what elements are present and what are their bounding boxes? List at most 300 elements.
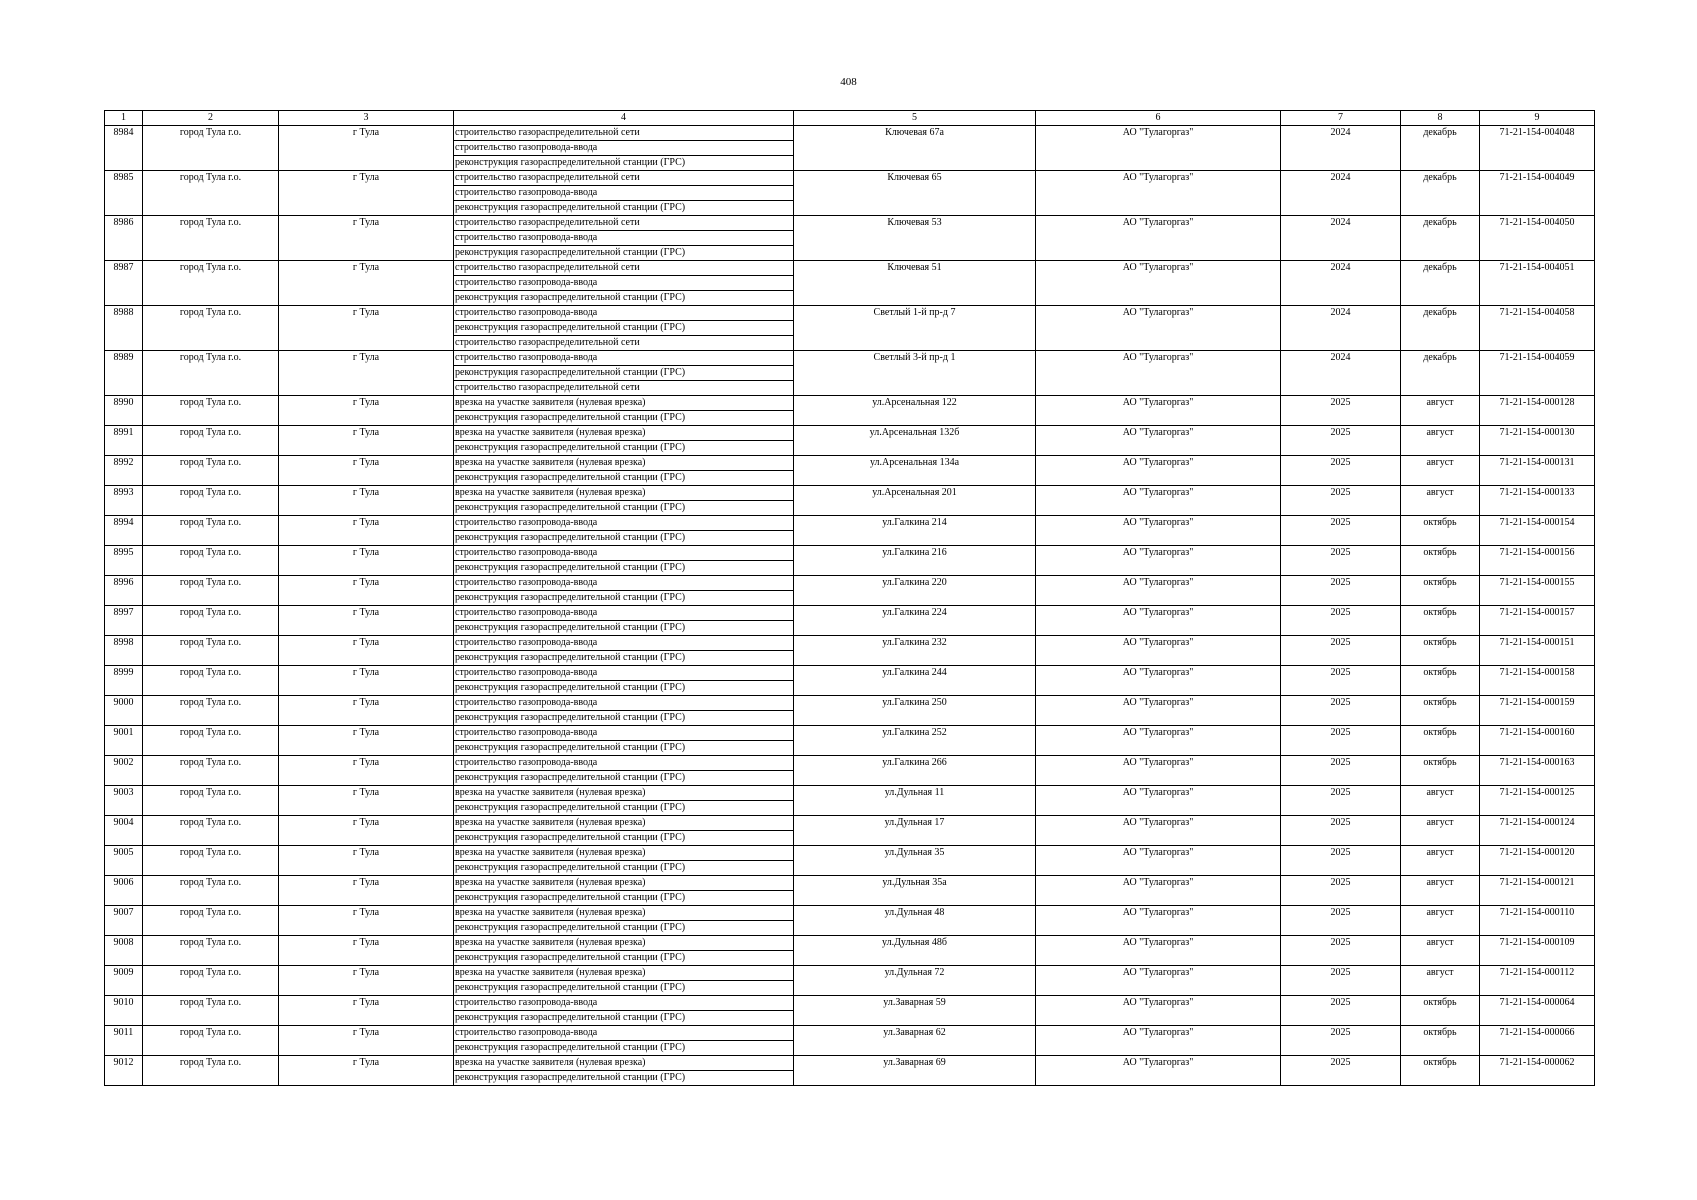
table-row: [105, 666, 1595, 696]
work-line: строительство газопровода-ввода: [454, 1026, 793, 1041]
work-line: строительство газопровода-ввода: [454, 606, 793, 621]
district-cell: город Тула г.о.: [143, 351, 279, 396]
table-row: [105, 456, 1595, 486]
work-line: реконструкция газораспределительной станции (ГРС): [455, 157, 686, 168]
month-cell: октябрь: [1401, 576, 1480, 606]
object-code-cell: 71-21-154-000156: [1480, 546, 1595, 576]
work-line: реконструкция газораспределительной станции (ГРС): [455, 922, 686, 933]
address-cell: ул.Арсенальная 201: [794, 486, 1036, 516]
work-line: реконструкция газораспределительной станции (ГРС): [455, 442, 686, 453]
year-cell: 2025: [1281, 516, 1401, 546]
works-cell: [454, 396, 794, 426]
year-cell: 2024: [1281, 216, 1401, 261]
table-row: [105, 1056, 1595, 1086]
table-row: [105, 966, 1595, 996]
header-cell: 8: [1401, 111, 1480, 126]
object-code-cell: 71-21-154-000120: [1480, 846, 1595, 876]
locality-cell: г Тула: [279, 546, 454, 576]
locality-cell: г Тула: [279, 606, 454, 636]
district-cell: город Тула г.о.: [143, 666, 279, 696]
work-line: строительство газопровода-ввода: [454, 516, 793, 531]
locality-cell: г Тула: [279, 456, 454, 486]
organization-cell: АО "Тулагоргаз": [1036, 171, 1281, 216]
work-line: врезка на участке заявителя (нулевая врезка): [454, 816, 793, 831]
locality-cell: г Тула: [279, 936, 454, 966]
object-code-cell: 71-21-154-000109: [1480, 936, 1595, 966]
work-line: реконструкция газораспределительной станции (ГРС): [455, 472, 686, 483]
work-line: строительство газопровода-ввода: [454, 756, 793, 771]
table-row: [105, 726, 1595, 756]
header-cell: 1: [105, 111, 143, 126]
address-cell: ул.Заварная 59: [794, 996, 1036, 1026]
work-line: реконструкция газораспределительной станции (ГРС): [455, 802, 686, 813]
row-number-cell: 8989: [105, 351, 143, 396]
work-line: реконструкция газораспределительной станции (ГРС): [454, 321, 793, 336]
district-cell: город Тула г.о.: [143, 426, 279, 456]
row-number-cell: 8994: [105, 516, 143, 546]
header-row: [105, 111, 1595, 126]
work-line: строительство газопровода-ввода: [454, 636, 793, 651]
month-cell: декабрь: [1401, 126, 1480, 171]
address-cell: ул.Дульная 72: [794, 966, 1036, 996]
header-cell: 2: [143, 111, 279, 126]
year-cell: 2025: [1281, 786, 1401, 816]
table-row: [105, 756, 1595, 786]
organization-cell: АО "Тулагоргаз": [1036, 351, 1281, 396]
row-number-cell: 9002: [105, 756, 143, 786]
table-row: [105, 351, 1595, 396]
work-line: реконструкция газораспределительной станции (ГРС): [455, 202, 686, 213]
address-cell: Ключевая 51: [794, 261, 1036, 306]
work-line: строительство газопровода-ввода: [454, 546, 793, 561]
row-number-cell: 9011: [105, 1026, 143, 1056]
district-cell: город Тула г.о.: [143, 546, 279, 576]
table-row: [105, 786, 1595, 816]
year-cell: 2025: [1281, 396, 1401, 426]
address-cell: Ключевая 65: [794, 171, 1036, 216]
year-cell: 2025: [1281, 906, 1401, 936]
locality-cell: г Тула: [279, 306, 454, 351]
works-cell: [454, 261, 794, 306]
year-cell: 2025: [1281, 1026, 1401, 1056]
work-line: врезка на участке заявителя (нулевая врезка): [454, 786, 793, 801]
work-line: врезка на участке заявителя (нулевая врезка): [454, 906, 793, 921]
month-cell: декабрь: [1401, 261, 1480, 306]
works-cell: [454, 171, 794, 216]
work-line: врезка на участке заявителя (нулевая врезка): [454, 456, 793, 471]
work-line: врезка на участке заявителя (нулевая врезка): [454, 426, 793, 441]
table-row: [105, 516, 1595, 546]
locality-cell: г Тула: [279, 216, 454, 261]
locality-cell: г Тула: [279, 261, 454, 306]
row-number-cell: 9007: [105, 906, 143, 936]
object-code-cell: 71-21-154-000128: [1480, 396, 1595, 426]
row-number-cell: 8998: [105, 636, 143, 666]
works-cell: [454, 966, 794, 996]
table-row: [105, 906, 1595, 936]
district-cell: город Тула г.о.: [143, 726, 279, 756]
work-line: реконструкция газораспределительной станции (ГРС): [455, 247, 686, 258]
row-number-cell: 8992: [105, 456, 143, 486]
row-number-cell: 8999: [105, 666, 143, 696]
object-code-cell: 71-21-154-000163: [1480, 756, 1595, 786]
district-cell: город Тула г.о.: [143, 216, 279, 261]
month-cell: декабрь: [1401, 171, 1480, 216]
month-cell: октябрь: [1401, 696, 1480, 726]
organization-cell: АО "Тулагоргаз": [1036, 456, 1281, 486]
month-cell: октябрь: [1401, 546, 1480, 576]
works-cell: [454, 1056, 794, 1086]
work-line: врезка на участке заявителя (нулевая врезка): [454, 876, 793, 891]
month-cell: август: [1401, 786, 1480, 816]
address-cell: Светлый 1-й пр-д 7: [794, 306, 1036, 351]
row-number-cell: 8985: [105, 171, 143, 216]
address-cell: Ключевая 67а: [794, 126, 1036, 171]
row-number-cell: 8984: [105, 126, 143, 171]
work-line: реконструкция газораспределительной станции (ГРС): [455, 1072, 686, 1083]
month-cell: август: [1401, 426, 1480, 456]
month-cell: август: [1401, 486, 1480, 516]
header-cell: 9: [1480, 111, 1595, 126]
address-cell: ул.Арсенальная 134а: [794, 456, 1036, 486]
address-cell: ул.Дульная 48б: [794, 936, 1036, 966]
year-cell: 2025: [1281, 996, 1401, 1026]
address-cell: ул.Галкина 266: [794, 756, 1036, 786]
locality-cell: г Тула: [279, 426, 454, 456]
locality-cell: г Тула: [279, 846, 454, 876]
work-line: строительство газораспределительной сети: [454, 261, 793, 276]
works-cell: [454, 546, 794, 576]
organization-cell: АО "Тулагоргаз": [1036, 756, 1281, 786]
work-line: реконструкция газораспределительной станции (ГРС): [455, 592, 686, 603]
work-line: реконструкция газораспределительной станции (ГРС): [455, 652, 686, 663]
work-line: реконструкция газораспределительной станции (ГРС): [455, 532, 686, 543]
work-line: реконструкция газораспределительной станции (ГРС): [455, 622, 686, 633]
table-row: [105, 486, 1595, 516]
table-row: [105, 1026, 1595, 1056]
month-cell: декабрь: [1401, 351, 1480, 396]
works-cell: [454, 306, 794, 351]
work-line: реконструкция газораспределительной станции (ГРС): [455, 1042, 686, 1053]
locality-cell: г Тула: [279, 486, 454, 516]
work-line: реконструкция газораспределительной станции (ГРС): [455, 292, 686, 303]
work-line: строительство газораспределительной сети: [454, 126, 793, 141]
locality-cell: г Тула: [279, 906, 454, 936]
organization-cell: АО "Тулагоргаз": [1036, 486, 1281, 516]
header-cell: 7: [1281, 111, 1401, 126]
page-number: 408: [840, 76, 857, 88]
table-row: [105, 606, 1595, 636]
district-cell: город Тула г.о.: [143, 261, 279, 306]
locality-cell: г Тула: [279, 876, 454, 906]
address-cell: ул.Галкина 232: [794, 636, 1036, 666]
district-cell: город Тула г.о.: [143, 846, 279, 876]
year-cell: 2024: [1281, 171, 1401, 216]
works-cell: [454, 906, 794, 936]
works-cell: [454, 456, 794, 486]
month-cell: август: [1401, 816, 1480, 846]
month-cell: октябрь: [1401, 726, 1480, 756]
work-line: строительство газопровода-ввода: [454, 351, 793, 366]
organization-cell: АО "Тулагоргаз": [1036, 606, 1281, 636]
works-cell: [454, 846, 794, 876]
work-line: строительство газопровода-ввода: [454, 276, 793, 291]
works-cell: [454, 696, 794, 726]
month-cell: август: [1401, 456, 1480, 486]
work-line: врезка на участке заявителя (нулевая врезка): [454, 966, 793, 981]
address-cell: Ключевая 53: [794, 216, 1036, 261]
month-cell: август: [1401, 966, 1480, 996]
address-cell: ул.Галкина 250: [794, 696, 1036, 726]
organization-cell: АО "Тулагоргаз": [1036, 996, 1281, 1026]
work-line: врезка на участке заявителя (нулевая врезка): [454, 846, 793, 861]
year-cell: 2025: [1281, 456, 1401, 486]
table-row: [105, 576, 1595, 606]
locality-cell: г Тула: [279, 396, 454, 426]
month-cell: октябрь: [1401, 1056, 1480, 1086]
table-row: [105, 261, 1595, 306]
works-cell: [454, 876, 794, 906]
year-cell: 2024: [1281, 306, 1401, 351]
organization-cell: АО "Тулагоргаз": [1036, 1026, 1281, 1056]
address-cell: ул.Галкина 214: [794, 516, 1036, 546]
table-row: [105, 816, 1595, 846]
organization-cell: АО "Тулагоргаз": [1036, 396, 1281, 426]
object-code-cell: 71-21-154-004050: [1480, 216, 1595, 261]
work-line: строительство газопровода-ввода: [454, 306, 793, 321]
row-number-cell: 8988: [105, 306, 143, 351]
gasification-register-table: [104, 110, 1595, 1086]
work-line: строительство газопровода-ввода: [454, 186, 793, 201]
works-cell: [454, 426, 794, 456]
district-cell: город Тула г.о.: [143, 171, 279, 216]
organization-cell: АО "Тулагоргаз": [1036, 876, 1281, 906]
object-code-cell: 71-21-154-000124: [1480, 816, 1595, 846]
district-cell: город Тула г.о.: [143, 996, 279, 1026]
header-cell: 3: [279, 111, 454, 126]
work-line: строительство газопровода-ввода: [454, 141, 793, 156]
month-cell: октябрь: [1401, 606, 1480, 636]
table-row: [105, 996, 1595, 1026]
table-row: [105, 876, 1595, 906]
object-code-cell: 71-21-154-000130: [1480, 426, 1595, 456]
work-line: строительство газопровода-ввода: [454, 726, 793, 741]
table-row: [105, 846, 1595, 876]
table-row: [105, 546, 1595, 576]
month-cell: октябрь: [1401, 996, 1480, 1026]
work-line: реконструкция газораспределительной станции (ГРС): [455, 982, 686, 993]
organization-cell: АО "Тулагоргаз": [1036, 546, 1281, 576]
object-code-cell: 71-21-154-000151: [1480, 636, 1595, 666]
table-body: [105, 126, 1595, 1086]
address-cell: ул.Галкина 220: [794, 576, 1036, 606]
month-cell: октябрь: [1401, 666, 1480, 696]
locality-cell: г Тула: [279, 726, 454, 756]
year-cell: 2025: [1281, 816, 1401, 846]
district-cell: город Тула г.о.: [143, 516, 279, 546]
year-cell: 2025: [1281, 726, 1401, 756]
row-number-cell: 8986: [105, 216, 143, 261]
district-cell: город Тула г.о.: [143, 906, 279, 936]
year-cell: 2025: [1281, 696, 1401, 726]
locality-cell: г Тула: [279, 966, 454, 996]
year-cell: 2025: [1281, 756, 1401, 786]
work-line: реконструкция газораспределительной станции (ГРС): [455, 772, 686, 783]
work-line: реконструкция газораспределительной станции (ГРС): [455, 952, 686, 963]
table-row: [105, 426, 1595, 456]
work-line: строительство газопровода-ввода: [454, 666, 793, 681]
work-line: реконструкция газораспределительной станции (ГРС): [455, 682, 686, 693]
address-cell: ул.Дульная 48: [794, 906, 1036, 936]
month-cell: октябрь: [1401, 1026, 1480, 1056]
works-cell: [454, 786, 794, 816]
object-code-cell: 71-21-154-004049: [1480, 171, 1595, 216]
district-cell: город Тула г.о.: [143, 1056, 279, 1086]
work-line: врезка на участке заявителя (нулевая врезка): [454, 396, 793, 411]
month-cell: октябрь: [1401, 756, 1480, 786]
locality-cell: г Тула: [279, 666, 454, 696]
address-cell: ул.Дульная 11: [794, 786, 1036, 816]
district-cell: город Тула г.о.: [143, 936, 279, 966]
row-number-cell: 8993: [105, 486, 143, 516]
district-cell: город Тула г.о.: [143, 1026, 279, 1056]
district-cell: город Тула г.о.: [143, 876, 279, 906]
work-line: реконструкция газораспределительной станции (ГРС): [455, 712, 686, 723]
works-cell: [454, 216, 794, 261]
organization-cell: АО "Тулагоргаз": [1036, 966, 1281, 996]
locality-cell: г Тула: [279, 696, 454, 726]
organization-cell: АО "Тулагоргаз": [1036, 936, 1281, 966]
object-code-cell: 71-21-154-000131: [1480, 456, 1595, 486]
header-cell: 5: [794, 111, 1036, 126]
organization-cell: АО "Тулагоргаз": [1036, 816, 1281, 846]
work-line: строительство газопровода-ввода: [454, 996, 793, 1011]
year-cell: 2025: [1281, 966, 1401, 996]
year-cell: 2025: [1281, 636, 1401, 666]
year-cell: 2025: [1281, 876, 1401, 906]
table-row: [105, 216, 1595, 261]
address-cell: ул.Дульная 17: [794, 816, 1036, 846]
works-cell: [454, 606, 794, 636]
organization-cell: АО "Тулагоргаз": [1036, 126, 1281, 171]
works-cell: [454, 996, 794, 1026]
row-number-cell: 8995: [105, 546, 143, 576]
organization-cell: АО "Тулагоргаз": [1036, 666, 1281, 696]
object-code-cell: 71-21-154-004059: [1480, 351, 1595, 396]
locality-cell: г Тула: [279, 636, 454, 666]
object-code-cell: 71-21-154-004058: [1480, 306, 1595, 351]
work-line: строительство газопровода-ввода: [454, 696, 793, 711]
works-cell: [454, 516, 794, 546]
organization-cell: АО "Тулагоргаз": [1036, 216, 1281, 261]
table-row: [105, 126, 1595, 171]
address-cell: ул.Арсенальная 122: [794, 396, 1036, 426]
object-code-cell: 71-21-154-004048: [1480, 126, 1595, 171]
locality-cell: г Тула: [279, 171, 454, 216]
district-cell: город Тула г.о.: [143, 126, 279, 171]
table-row: [105, 936, 1595, 966]
organization-cell: АО "Тулагоргаз": [1036, 786, 1281, 816]
year-cell: 2025: [1281, 576, 1401, 606]
year-cell: 2024: [1281, 351, 1401, 396]
month-cell: август: [1401, 906, 1480, 936]
works-cell: [454, 726, 794, 756]
work-line: реконструкция газораспределительной станции (ГРС): [455, 862, 686, 873]
works-cell: [454, 666, 794, 696]
row-number-cell: 8990: [105, 396, 143, 426]
work-line: строительство газораспределительной сети: [455, 382, 640, 393]
works-cell: [454, 351, 794, 396]
row-number-cell: 8996: [105, 576, 143, 606]
month-cell: октябрь: [1401, 516, 1480, 546]
header-cell: 6: [1036, 111, 1281, 126]
district-cell: город Тула г.о.: [143, 756, 279, 786]
work-line: реконструкция газораспределительной станции (ГРС): [454, 366, 793, 381]
row-number-cell: 9006: [105, 876, 143, 906]
work-line: реконструкция газораспределительной станции (ГРС): [455, 412, 686, 423]
district-cell: город Тула г.о.: [143, 636, 279, 666]
month-cell: декабрь: [1401, 216, 1480, 261]
year-cell: 2025: [1281, 426, 1401, 456]
work-line: реконструкция газораспределительной станции (ГРС): [455, 562, 686, 573]
work-line: врезка на участке заявителя (нулевая врезка): [454, 486, 793, 501]
work-line: строительство газопровода-ввода: [454, 231, 793, 246]
works-cell: [454, 756, 794, 786]
object-code-cell: 71-21-154-000125: [1480, 786, 1595, 816]
works-cell: [454, 816, 794, 846]
locality-cell: г Тула: [279, 786, 454, 816]
district-cell: город Тула г.о.: [143, 816, 279, 846]
object-code-cell: 71-21-154-000121: [1480, 876, 1595, 906]
organization-cell: АО "Тулагоргаз": [1036, 306, 1281, 351]
organization-cell: АО "Тулагоргаз": [1036, 726, 1281, 756]
locality-cell: г Тула: [279, 816, 454, 846]
organization-cell: АО "Тулагоргаз": [1036, 576, 1281, 606]
district-cell: город Тула г.о.: [143, 696, 279, 726]
row-number-cell: 8987: [105, 261, 143, 306]
month-cell: август: [1401, 876, 1480, 906]
locality-cell: г Тула: [279, 126, 454, 171]
month-cell: август: [1401, 396, 1480, 426]
address-cell: ул.Галкина 252: [794, 726, 1036, 756]
row-number-cell: 8997: [105, 606, 143, 636]
table-row: [105, 306, 1595, 351]
organization-cell: АО "Тулагоргаз": [1036, 636, 1281, 666]
locality-cell: г Тула: [279, 1026, 454, 1056]
organization-cell: АО "Тулагоргаз": [1036, 696, 1281, 726]
work-line: врезка на участке заявителя (нулевая врезка): [454, 1056, 793, 1071]
address-cell: ул.Галкина 216: [794, 546, 1036, 576]
work-line: строительство газораспределительной сети: [455, 337, 640, 348]
row-number-cell: 9012: [105, 1056, 143, 1086]
year-cell: 2025: [1281, 546, 1401, 576]
address-cell: ул.Галкина 244: [794, 666, 1036, 696]
year-cell: 2025: [1281, 486, 1401, 516]
object-code-cell: 71-21-154-000110: [1480, 906, 1595, 936]
work-line: реконструкция газораспределительной станции (ГРС): [455, 502, 686, 513]
row-number-cell: 9005: [105, 846, 143, 876]
work-line: реконструкция газораспределительной станции (ГРС): [455, 832, 686, 843]
table-row: [105, 171, 1595, 216]
works-cell: [454, 486, 794, 516]
year-cell: 2025: [1281, 606, 1401, 636]
month-cell: декабрь: [1401, 306, 1480, 351]
month-cell: август: [1401, 846, 1480, 876]
table-row: [105, 396, 1595, 426]
organization-cell: АО "Тулагоргаз": [1036, 1056, 1281, 1086]
row-number-cell: 9009: [105, 966, 143, 996]
district-cell: город Тула г.о.: [143, 486, 279, 516]
